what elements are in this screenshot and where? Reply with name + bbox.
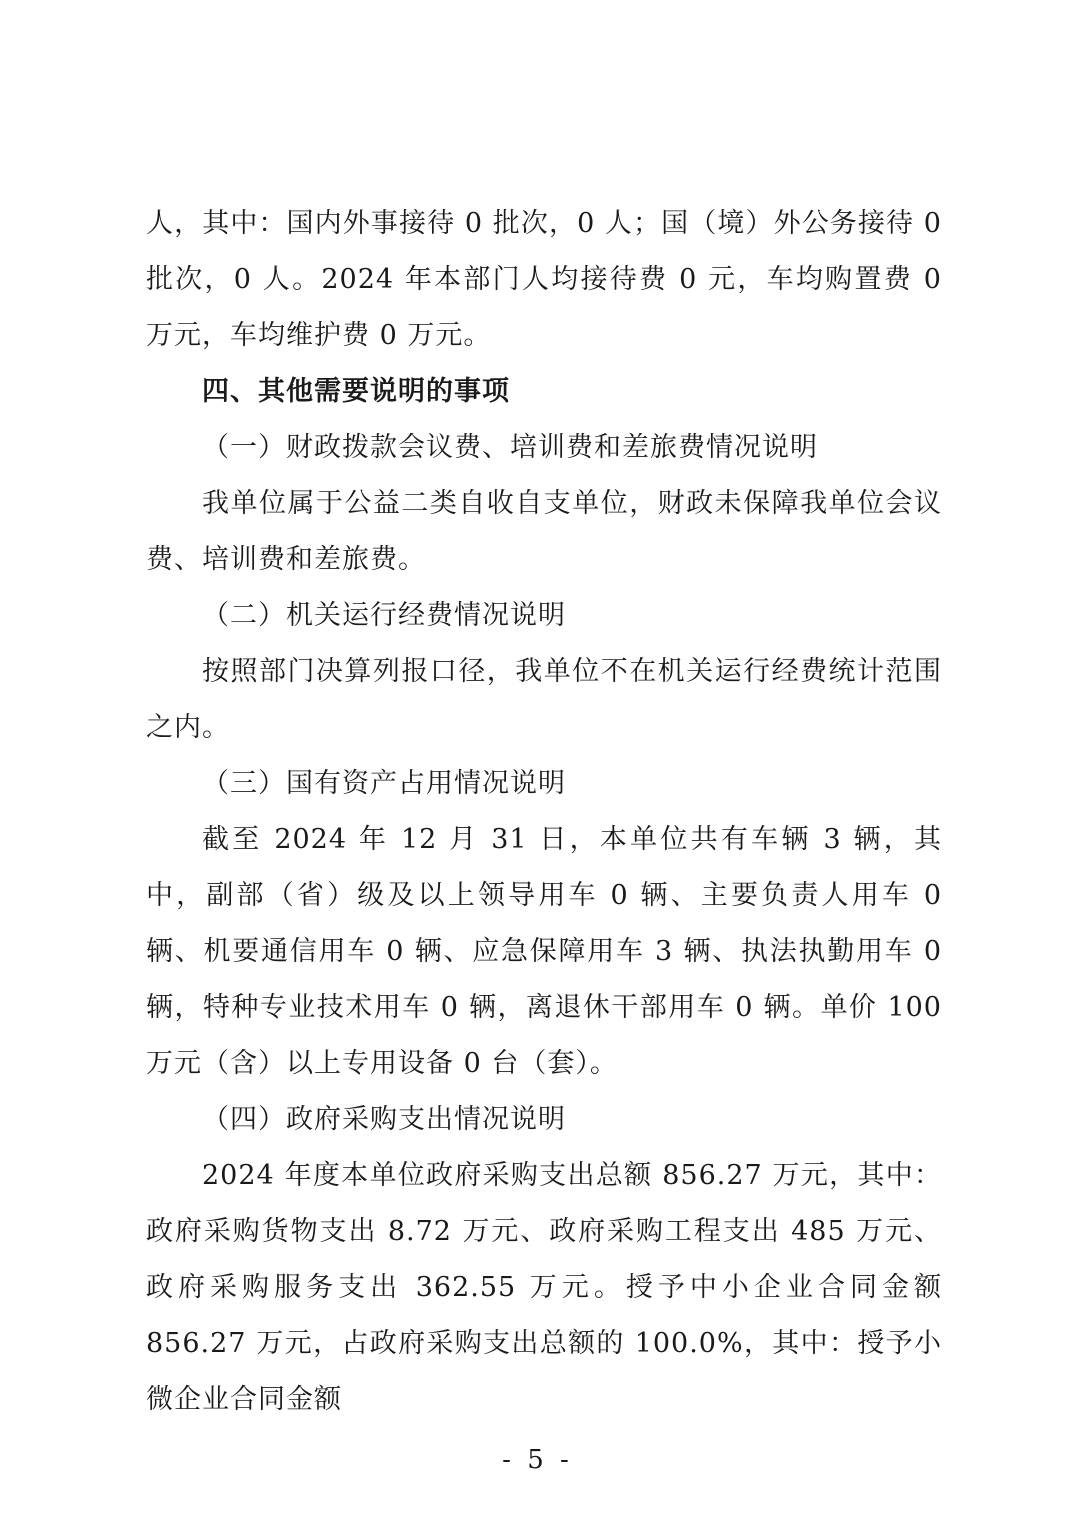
document-body: [146, 196, 942, 1428]
paragraph-procurement: 2024 年度本单位政府采购支出总额 856.27 万元，其中：政府采购货物支出 8.72 万元、政府采购工程支出 485 万元、政府采购服务支出 362.55 万元。授予中小企业合同金额 856.27 万元，占政府采购支出总额的 100.0%，其中：授予小微企业合同金额: [146, 1160, 942, 1415]
subheading-state-assets: （三）国有资产占用情况说明: [202, 768, 566, 799]
subheading-meeting-training-travel: （一）财政拨款会议费、培训费和差旅费情况说明: [202, 432, 818, 463]
paragraph-meeting-training-travel: 我单位属于公益二类自收自支单位，财政未保障我单位会议费、培训费和差旅费。: [146, 488, 942, 575]
subheading-operating-expenses: （二）机关运行经费情况说明: [202, 600, 566, 631]
paragraph-state-assets: 截至 2024 年 12 月 31 日，本单位共有车辆 3 辆，其中，副部（省）级及以上领导用车 0 辆、主要负责人用车 0 辆、机要通信用车 0 辆、应急保障用车 3 辆、执法执勤用车 0 辆，特种专业技术用车 0 辆，离退休干部用车 0 辆。单价 100 万元（含）以上专用设备 0 台（套）。: [146, 824, 942, 1079]
paragraph-reception-summary: 人，其中：国内外事接待 0 批次，0 人；国（境）外公务接待 0 批次，0 人。2024 年本部门人均接待费 0 元，车均购置费 0 万元，车均维护费 0 万元。: [146, 208, 942, 351]
subheading-procurement: （四）政府采购支出情况说明: [202, 1104, 566, 1135]
section-heading-other-matters: 四、其他需要说明的事项: [202, 376, 510, 407]
page-number: - 5 -: [502, 1445, 573, 1475]
paragraph-operating-expenses: 按照部门决算列报口径，我单位不在机关运行经费统计范围之内。: [146, 656, 942, 743]
